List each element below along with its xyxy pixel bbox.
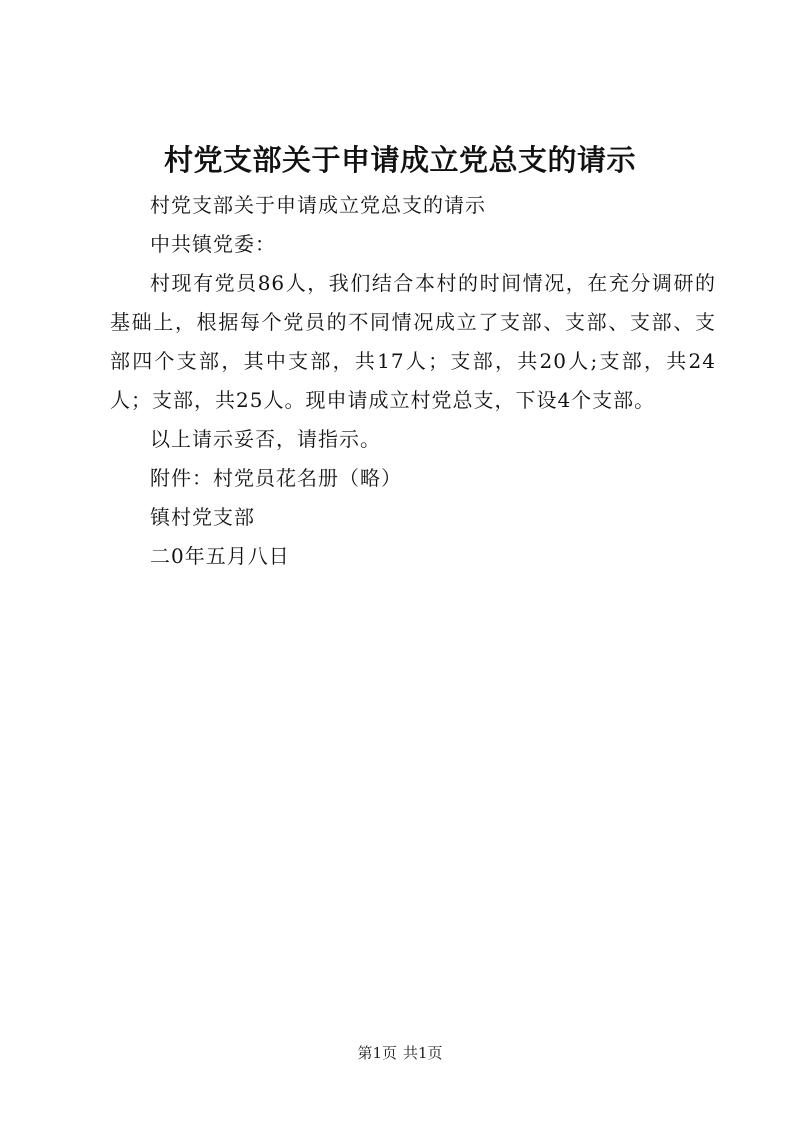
page-footer	[0, 1043, 800, 1063]
attachment-paragraph: 附件：村党员花名册（略）	[150, 466, 402, 490]
signature-paragraph: 镇村党支部	[150, 505, 255, 529]
date-paragraph: 二0年五月八日	[150, 544, 290, 568]
main-paragraph: 村现有党员86人，我们结合本村的时间情况，在充分调研的基础上，根据每个党员的不同情况成立了支部、支部、支部、支部四个支部，其中支部，共17人；支部，共20人;支部，共24人；支部，共25人。现申请成立村党总支，下设4个支部。	[110, 271, 716, 412]
subtitle-paragraph: 村党支部关于申请成立党总支的请示	[150, 193, 486, 217]
total-pages: 共1页	[403, 1044, 443, 1062]
salutation-paragraph: 中共镇党委：	[150, 232, 276, 256]
document-body	[110, 186, 716, 576]
request-paragraph: 以上请示妥否，请指示。	[150, 427, 381, 451]
page-number: 第1页	[357, 1044, 397, 1062]
document-title: 村党支部关于申请成立党总支的请示	[163, 143, 636, 177]
